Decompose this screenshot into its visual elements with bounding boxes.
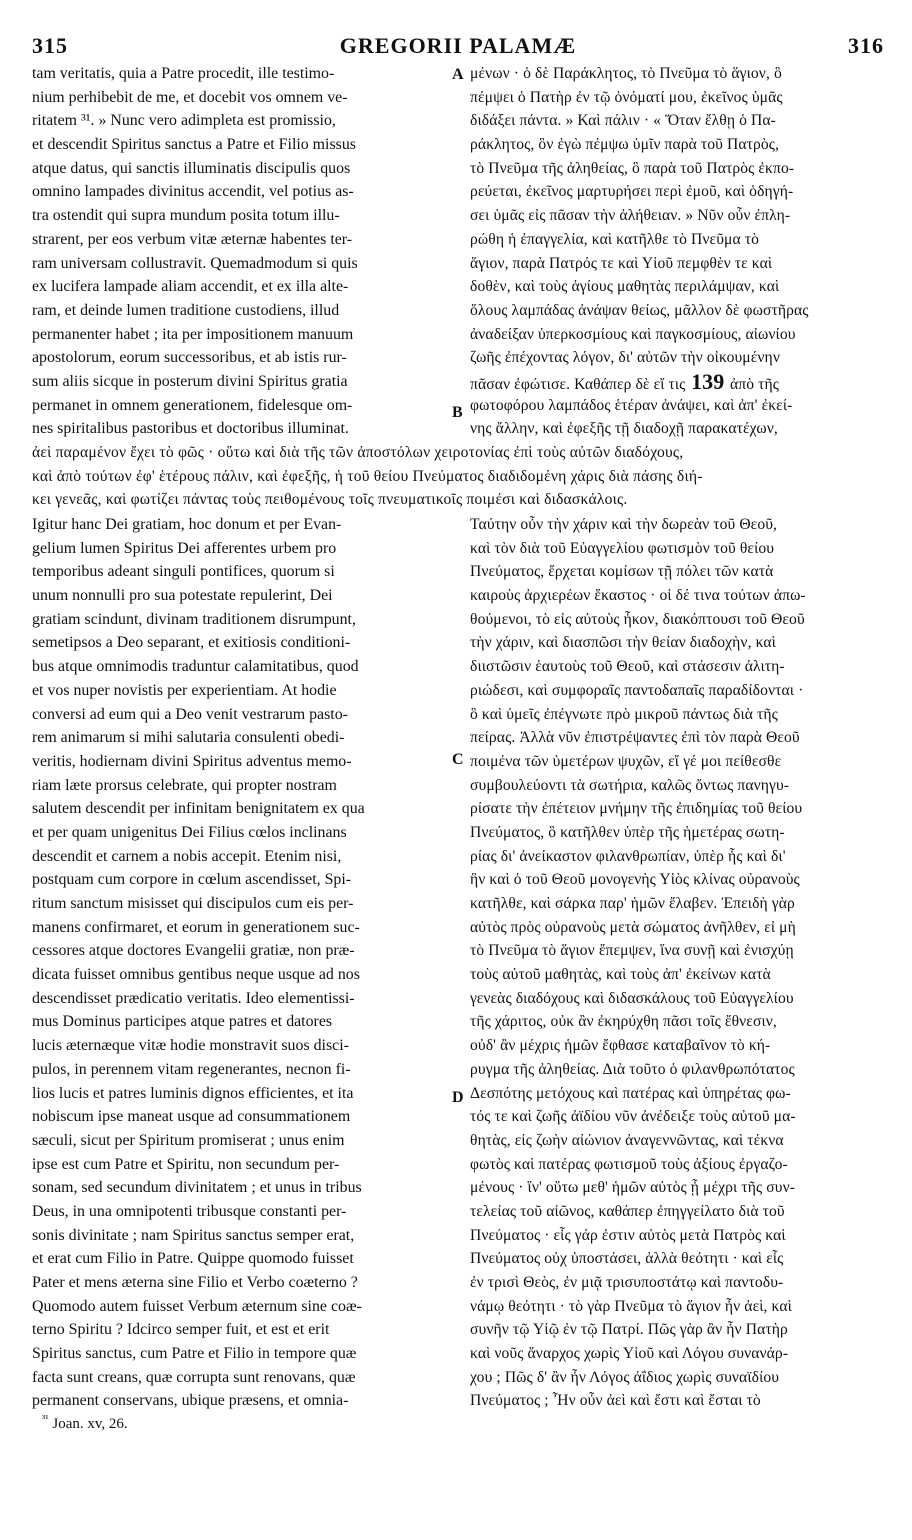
latin-text-line: permanenter habet ; ita per impositionem manuum [32,325,354,343]
greek-text-line: τῆς χάριτος, οὐκ ἂν ἐκηρύχθη πᾶσι τοῖς ἔθνεσιν, [470,1013,777,1031]
greek-text-line: μένων · ὁ δὲ Παράκλητος, τὸ Πνεῦμα τὸ ἅγιον, ὃ [470,65,782,82]
latin-text-line: atque datus, qui sanctis illuminatis discipulis quos [32,159,351,177]
greek-text-line: νης ἄλλην, καὶ ἐφεξῆς τῇ διαδοχῇ παρακατέχων, [470,420,778,438]
greek-text-line: ρώθη ἡ ἐπαγγελία, καὶ κατῆλθε τὸ Πνεῦμα τὸ [470,230,760,248]
greek-text-line: καὶ τὸν διὰ τοῦ Εὐαγγελίου φωτισμὸν τοῦ θείου [470,539,775,557]
latin-text-line: temporibus adeant singuli pontifices, quorum si [32,563,335,581]
latin-text-line: sonis divinitate ; nam Spiritus sanctus semper erat, [32,1226,355,1244]
greek-text-line: τὸ Πνεῦμα τῆς ἀληθείας, ὃ παρὰ τοῦ Πατρὸς ἐκπο- [470,159,795,177]
latin-text-line: omnino lampades divinitus accendit, vel potius as- [32,183,354,201]
full-width-greek-block [32,441,884,512]
latin-text-line: lios lucis et patres luminis dignos efficientes, et ita [32,1084,354,1102]
latin-text-line: descendisset prædicatio veritatis. Ideo elementissi- [32,989,355,1007]
latin-text-line: conversi ad eum qui a Deo venit vestrarum pasto- [32,705,348,723]
latin-text-line: cessores atque doctores Evangelii gratiæ, non præ- [32,942,355,960]
greek-text-line: τὸ Πνεῦμα τὸ ἅγιον ἔπεμψεν, ἵνα συνῇ καὶ ἐνισχύῃ [470,942,794,960]
greek-text-line: συνῆν τῷ Υἱῷ ἐν τῷ Πατρί. Πῶς γὰρ ἂν ἦν Πατὴρ [470,1321,788,1339]
greek-text-line: ρίας δι' ἀνείκαστον φιλανθρωπίαν, ὑπὲρ ἧς καὶ δι' [470,847,786,865]
greek-text-line: τελείας τοῦ αἰῶνος, καθάπερ ἐπηγγείλατο διὰ τοῦ [470,1202,785,1220]
greek-text-line: μένους · ἵν' οὕτω μεθ' ἡμῶν αὐτὸς ᾖ μέχρι τῆς συν- [470,1179,796,1197]
greek-text-line: αὐτὸς πρὸς οὐρανοὺς μετὰ σώματος ἀνῆλθεν, εἰ μὴ [470,918,796,936]
greek-text-line: συμβουλεύοντι τὰ σωτήρια, καλῶς ὄντως πανηγυ- [470,776,790,794]
footnote-mark: ³¹ [42,1413,49,1425]
latin-column-upper [32,62,448,441]
latin-text-line: lucis æternæque vitæ hodie monstravit suos disci- [32,1037,349,1055]
text-line-continuation: ἀπὸ τῆς [729,375,780,393]
greek-text-line: θούμενοι, τὸ εἰς αὐτοὺς ἧκον, διακόπτουσι τοῦ Θεοῦ [470,610,805,628]
latin-text-line: terno Spiritu ? Idcirco semper fuit, et est et erit [32,1321,330,1339]
margin-letter-b: B [452,404,463,421]
greek-text-line: πέμψει ὁ Πατὴρ ἐν τῷ ὀνόματί μου, ἐκεῖνος ὑμᾶς [470,88,783,106]
latin-text-line: ritatem ³¹. » Nunc vero adimpleta est promissio, [32,112,336,130]
latin-column-lower [32,513,448,1413]
greek-text-line: θητὰς, εἰς ζωὴν αἰώνιον ἀναγεννῶντας, καὶ τέκνα [470,1131,784,1149]
greek-text-line: κατῆλθε, καὶ σάρκα παρ' ἡμῶν ἔλαβεν. Ἐπειδὴ γὰρ [470,895,795,912]
latin-text-line: manens confirmaret, et eorum in generationem suc- [32,918,360,936]
latin-text-line: et vos nuper novistis per experientiam. At hodie [32,681,337,699]
latin-text-line: ex lucifera lampade aliam accendit, et ex illa alte- [32,278,349,296]
greek-text-line: ράκλητος, ὃν ἐγὼ πέμψω ὑμῖν παρὰ τοῦ Πατρὸς, [470,136,780,154]
greek-text-line: ριώδεσι, καὶ συμφοραῖς παντοδαπαῖς παραδίδονται · [470,681,804,699]
latin-text-line: semetipsos a Deo separant, et exitiosis conditioni- [32,634,351,652]
page-header [32,33,884,63]
latin-text-line: ipse est cum Patre et Spiritu, non secundum per- [32,1155,340,1173]
latin-text-line: ram, et deinde lumen traditione custodiens, illud [32,301,340,319]
greek-text-line: χου ; Πῶς δ' ἂν ἦν Λόγος ἀΐδιος χωρὶς συναϊδίου [470,1368,780,1386]
greek-text-line: Δεσπότης μετόχους καὶ πατέρας καὶ ὑπηρέτας φω- [470,1084,791,1102]
greek-text-line: Πνεύματος, ὃ κατῆλθεν ὑπὲρ τῆς ἡμετέρας σωτη- [470,823,785,841]
greek-text-line: τοὺς αὐτοῦ μαθητὰς, καὶ τοὺς ἀπ' ἐκείνων κατὰ [470,966,771,984]
greek-column-upper [470,62,884,441]
latin-text-line: sonam, sed secundum divinitatem ; et unus in tribus [32,1179,362,1197]
greek-text-line: σει ὑμᾶς εἰς πᾶσαν τὴν ἀλήθειαν. » Νῦν οὖν ἐπλη- [470,207,791,225]
greek-text-line: ρυγμα τῆς ἀληθείας. Διὰ τοῦτο ὁ φιλανθρωπότατος [470,1060,795,1078]
margin-letter-d: D [452,1089,464,1106]
footnote-text: Joan. xv, 26. [52,1416,128,1432]
greek-text-line: ρεύεται, ἐκεῖνος μαρτυρήσει περὶ ἐμοῦ, καὶ ὁδηγή- [470,183,794,201]
latin-text-line: strarent, per eos verbum vitæ æternæ habentes ter- [32,230,353,248]
page-number-right: 316 [848,33,884,58]
greek-text-line: νάμῳ θεότητι · τὸ γὰρ Πνεῦμα τὸ ἅγιον ἦν ἀεὶ, καὶ [470,1297,792,1315]
greek-text-line: γενεὰς διαδόχους καὶ διδασκάλους τοῦ Εὐαγγελίου [470,989,794,1007]
latin-text-line: pulos, in perennem vitam regenerantes, necnon fi- [32,1060,351,1078]
greek-text-line: τός τε καὶ ζωῆς ἀϊδίου νῦν ἀνέδειξε τοὺς αὐτοῦ μα- [470,1108,796,1126]
column-number-marker: 139 [685,368,730,394]
page-number-left: 315 [32,33,68,58]
latin-text-line: Pater et mens æterna sine Filio et Verbo coæterno ? [32,1274,358,1291]
footnote [42,1413,128,1433]
greek-text-line: διιστῶσιν ἑαυτοὺς τοῦ Θεοῦ, καὶ στάσεσιν ἀλιτη- [470,658,785,676]
greek-text-line: ὅλους λαμπάδας ἀνάψαν θείως, μᾶλλον δὲ φωστῆρας [470,301,809,319]
latin-text-line: et descendit Spiritus sanctus a Patre et Filio missus [32,136,356,154]
latin-text-line: Spiritus sanctus, cum Patre et Filio in tempore quæ [32,1345,357,1363]
latin-text-line: nobiscum ipse maneat usque ad consummationem [32,1108,351,1126]
greek-text-line: φωτὸς καὶ πατέρας φωτισμοῦ τοὺς ἀξίους ἐργαζο- [470,1155,788,1173]
latin-text-line: Igitur hanc Dei gratiam, hoc donum et per Evan- [32,516,342,533]
greek-full-line: κει γενεᾶς, καὶ φωτίζει πάντας τοὺς πειθομένους τοῖς πνευματικοῖς ποιμέσι καὶ διδασκάλοις. [32,491,628,509]
greek-text-line: ἣν καὶ ὁ τοῦ Θεοῦ μονογενὴς Υἱὸς κλίνας οὐρανοὺς [470,871,800,889]
latin-text-line: tam veritatis, quia a Patre procedit, ille testimo- [32,65,335,82]
latin-text-line: nes spiritalibus pastoribus et doctoribus illuminat. [32,420,349,438]
latin-text-line: gelium lumen Spiritus Dei afferentes urbem pro [32,539,337,557]
greek-text-line: διδάξει πάντα. » Καὶ πάλιν · « Ὅταν ἔλθῃ ὁ Πα- [470,112,776,130]
greek-text-line: δοθὲν, καὶ τοὺς ἁγίους μαθητὰς περιλάμψαν, καὶ [470,278,780,296]
greek-text-line: Ταύτην οὖν τὴν χάριν καὶ τὴν δωρεὰν τοῦ Θεοῦ, [470,516,778,533]
greek-full-line: ἀεὶ παραμένον ἔχει τὸ φῶς · οὕτω καὶ διὰ τῆς τῶν ἀποστόλων χειροτονίας ἐπὶ τοὺς αὐτῶν διαδόχους, [32,444,684,461]
latin-text-line: sæculi, sicut per Spiritum promiserat ; unus enim [32,1131,345,1149]
greek-text-line: ἐν τρισὶ Θεὸς, ἐν μιᾷ τρισυποστάτῳ καὶ παντοδυ- [470,1274,784,1291]
greek-text-line: καιροὺς ἀρχιερέων ἕκαστος · οἱ δέ τινα τούτων ἀπω- [470,587,806,605]
latin-text-line: riam læte prorsus celebrate, qui propter nostram [32,776,337,794]
latin-text-line: permanent conservans, ubique præsens, et omnia- [32,1392,349,1410]
latin-text-line: tra ostendit qui supra mundum posita totum illu- [32,207,340,225]
greek-text-line: ὃ καὶ ὑμεῖς ἐπέγνωτε πρὸ μικροῦ πάντως διὰ τῆς [470,705,778,723]
greek-text-line: πᾶσαν ἐφώτισε. Καθάπερ δὲ εἴ τις 139 ἀπὸ τῆς [470,368,780,394]
running-title: GREGORII PALAMÆ [339,33,577,58]
greek-text-line: ποιμένα τῶν ὑμετέρων ψυχῶν, εἴ γέ μοι πείθεσθε [470,752,782,770]
latin-text-line: et erat cum Filio in Patre. Quippe quomodo fuisset [32,1250,354,1268]
margin-letter-c: C [452,751,464,768]
latin-text-line: Quomodo autem fuisset Verbum æternum sine coæ- [32,1297,362,1315]
greek-text-line: τὴν χάριν, καὶ διασπῶσι τὴν θείαν διαδοχὴν, καὶ [470,634,776,652]
latin-text-line: ram universam collustravit. Quemadmodum si quis [32,254,358,272]
margin-letter-a: A [452,66,464,83]
latin-text-line: et per quam unigenitus Dei Filius cœlos inclinans [32,823,347,841]
greek-text-line: ρίσατε τὴν ἐπέτειον μνήμην τῆς ἐπιδημίας τοῦ θείου [470,800,803,818]
greek-full-line: καὶ ἀπὸ τούτων ἐφ' ἑτέρους πάλιν, καὶ ἐφεξῆς, ἡ τοῦ θείου Πνεύματος διαδιδομένη χάρις διὰ πάσης διή- [32,467,703,485]
latin-text-line: mus Dominus participes atque patres et datores [32,1013,333,1031]
greek-text-line: ἅγιον, παρὰ Πατρός τε καὶ Υἱοῦ πεμφθὲν τε καὶ [470,254,773,272]
greek-text-line: πείρας. Ἀλλὰ νῦν ἐπιστρέψαντες ἐπὶ τὸν παρὰ Θεοῦ [470,729,800,747]
latin-text-line: Deus, in una omnipotenti tribusque constanti per- [32,1202,347,1220]
latin-text-line: rem animarum si mihi salutaria consulenti obedi- [32,729,345,747]
greek-text-line: ἀναδείξαν ὑπερκοσμίους καὶ παγκοσμίους, αἰωνίου [470,325,796,343]
latin-text-line: gratiam scindunt, divinam traditionem disrumpunt, [32,610,356,628]
latin-text-line: bus atque omnimodis traduntur calamitatibus, quod [32,658,359,676]
latin-text-line: permanet in omnem generationem, fidelesque om- [32,396,353,414]
latin-text-line: unum nonnulli pro sua potestate repulerint, Dei [32,587,333,605]
latin-text-line: nium perhibebit de me, et docebit vos omnem ve- [32,88,348,106]
greek-text-line: καὶ νοῦς ἄναρχος χωρὶς Υἱοῦ καὶ Λόγου συνανάρ- [470,1345,789,1363]
greek-text-line: οὐδ' ἂν μέχρις ἡμῶν ἔφθασε καταβαῖνον τὸ κή- [470,1037,771,1055]
greek-text-line: φωτοφόρου λαμπάδος ἑτέραν ἀνάψει, καὶ ἀπ' ἐκεί- [470,396,793,414]
latin-text-line: veritis, hodiernam divini Spiritus adventus memo- [32,752,352,770]
latin-text-line: descendit et carnem a nobis accepit. Etenim nisi, [32,847,342,865]
greek-text-line: Πνεύματος οὐχ ὑποστάσει, ἀλλὰ θεότητι · καὶ εἷς [470,1250,784,1268]
latin-text-line: sum aliis sicque in posterum divini Spiritus gratia [32,372,348,390]
latin-text-line: postquam cum corpore in cœlum ascendisset, Spi- [32,871,352,889]
greek-text-line: Πνεύματος, ἔρχεται κομίσων τῇ πόλει τῶν κατὰ [470,563,774,581]
latin-text-line: apostolorum, eorum successoribus, et ab istis rur- [32,349,347,367]
latin-text-line: ritum sanctum misisset qui discipulos cum eis per- [32,895,354,912]
latin-text-line: facta sunt creans, quæ corrupta sunt renovans, quæ [32,1368,356,1386]
greek-text-line: ζωῆς ἐπέχοντας λόγον, δι' αὐτῶν τὴν οἰκουμένην [470,349,780,367]
greek-text-line: Πνεύματος · εἷς γάρ ἐστιν αὐτὸς μετὰ Πατρὸς καὶ [470,1226,786,1244]
latin-text-line: dicata fuisset omnibus gentibus neque usque ad nos [32,966,360,984]
latin-text-line: salutem descendit per infinitam benignitatem ex qua [32,800,365,818]
greek-text-line: Πνεύματος ; Ἦν οὖν ἀεὶ καὶ ἔστι καὶ ἔσται τὸ [470,1392,761,1410]
greek-column-lower [470,513,884,1413]
